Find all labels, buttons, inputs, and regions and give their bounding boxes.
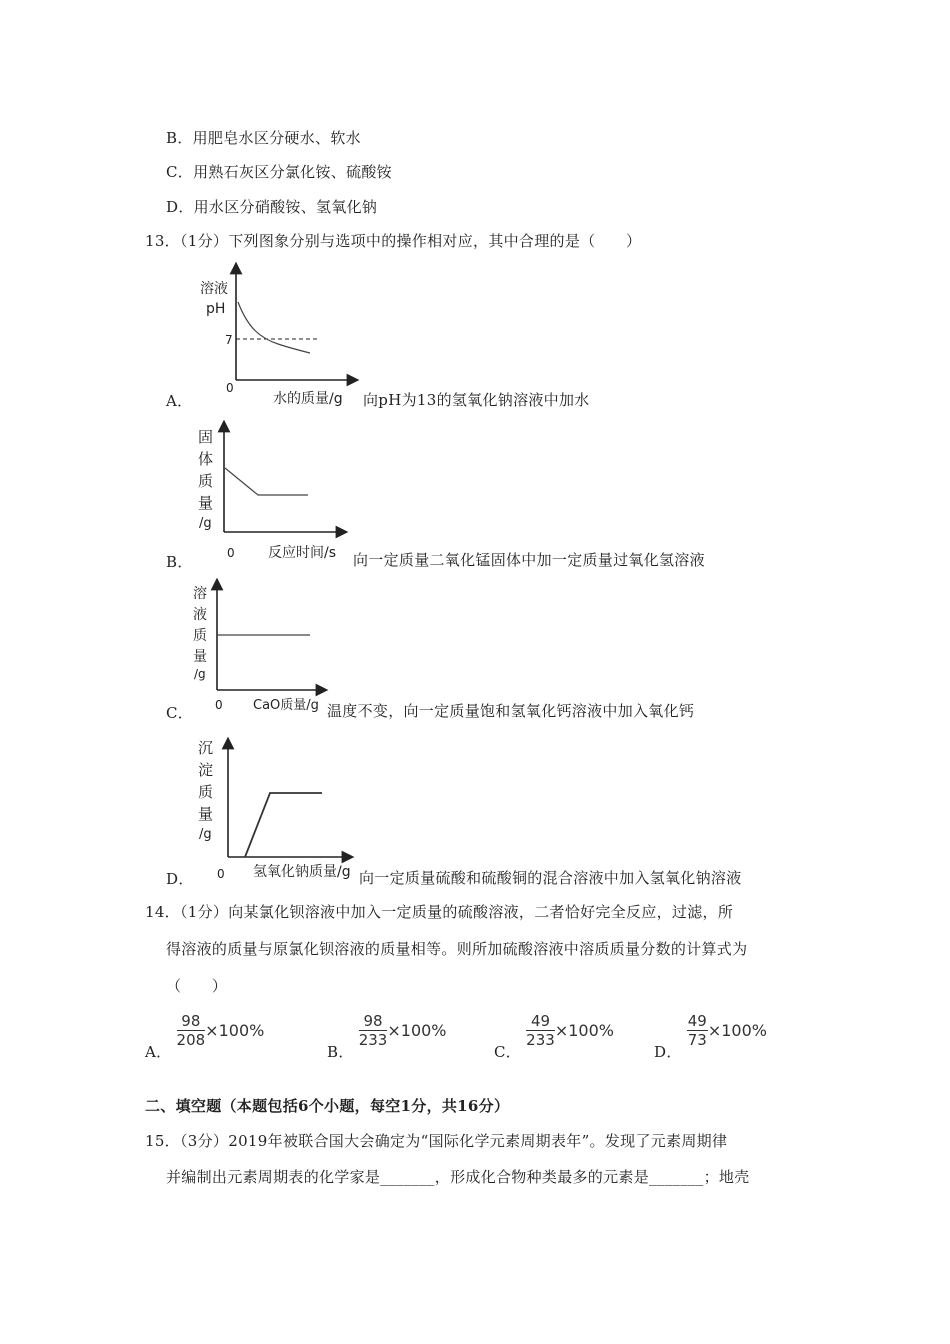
graph-d-line xyxy=(245,793,322,857)
q13-stem: 13．（1分）下列图象分别与选项中的操作相对应，其中合理的是（ ） xyxy=(145,232,642,250)
q14-option-d xyxy=(654,1012,767,1061)
section-2-title: 二、填空题（本题包括6个小题，每空1分，共16分） xyxy=(145,1097,510,1115)
graph-b-ylabel-1: 固 xyxy=(198,428,214,446)
q14-line-2: 得溶液的质量与原氯化钡溶液的质量相等。则所加硫酸溶液中溶质质量分数的计算式为 xyxy=(166,940,748,958)
graph-c-ylabel-1: 溶 xyxy=(193,586,207,602)
graph-a-origin: 0 xyxy=(226,381,234,395)
q13-option-c-caption: 温度不变，向一定质量饱和氢氧化钙溶液中加入氧化钙 xyxy=(327,702,695,720)
q14-option-c-fraction xyxy=(526,1012,555,1049)
graph-a-tick-7: 7 xyxy=(225,333,233,347)
graph-d-ylabel-1: 沉 xyxy=(198,739,214,757)
graph-c xyxy=(185,578,330,718)
graph-d-ylabel-3: 质 xyxy=(198,783,214,801)
graph-d-ylabel-5: /g xyxy=(199,827,212,842)
q14-option-b-suffix: ×100% xyxy=(387,1021,447,1040)
q14-option-c xyxy=(494,1012,614,1061)
q14-option-d-suffix: ×100% xyxy=(707,1021,767,1040)
graph-c-ylabel-3: 质 xyxy=(193,628,207,644)
graph-d-ylabel-2: 淀 xyxy=(198,761,214,779)
q14-option-a-numerator: 98 xyxy=(177,1012,206,1031)
graph-d-xlabel: 氢氧化钠质量/g xyxy=(253,864,351,880)
graph-a-ylabel-2: pH xyxy=(206,301,226,317)
q14-option-b xyxy=(327,1012,447,1061)
graph-c-ylabel-4: 量 xyxy=(193,649,207,665)
q13-option-b-caption: 向一定质量二氧化锰固体中加一定质量过氧化氢溶液 xyxy=(353,551,705,569)
graph-b-ylabel-3: 质 xyxy=(198,472,214,490)
q14-option-c-denominator: 233 xyxy=(526,1031,555,1049)
q13-option-d-letter: D． xyxy=(166,870,194,888)
q14-option-b-denominator: 233 xyxy=(358,1031,388,1049)
graph-b-origin: 0 xyxy=(227,546,235,560)
q15-line-2: 并编制出元素周期表的化学家是_______，形成化合物种类最多的元素是_______；地壳 xyxy=(166,1168,750,1186)
graph-b-xlabel: 反应时间/s xyxy=(268,545,337,561)
q12-option-c: C．用熟石灰区分氯化铵、硫酸铵 xyxy=(166,163,392,181)
graph-b-ylabel-5: /g xyxy=(199,516,212,531)
q14-option-c-suffix: ×100% xyxy=(554,1021,614,1040)
q14-option-b-letter: B． xyxy=(327,1043,354,1061)
graph-d-origin: 0 xyxy=(217,867,225,881)
q14-option-d-numerator: 49 xyxy=(687,1012,707,1030)
graph-d xyxy=(190,735,360,885)
q13-option-c-letter: C． xyxy=(166,704,194,722)
q13-option-d-caption: 向一定质量硫酸和硫酸铜的混合溶液中加入氢氧化钠溶液 xyxy=(359,869,742,887)
graph-a-curve xyxy=(238,302,310,353)
q12-option-b: B．用肥皂水区分硬水、软水 xyxy=(166,129,361,147)
q13-option-b-letter: B． xyxy=(166,553,193,571)
q14-option-b-fraction xyxy=(359,1012,388,1049)
graph-c-origin: 0 xyxy=(215,698,223,712)
q14-option-c-numerator: 49 xyxy=(526,1012,555,1031)
q13-option-a-caption: 向pH为13的氢氧化钠溶液中加水 xyxy=(363,391,590,409)
q14-option-a-letter: A． xyxy=(145,1043,172,1061)
graph-c-xlabel: CaO质量/g xyxy=(253,698,319,713)
q14-option-b-numerator: 98 xyxy=(359,1012,388,1031)
graph-b-ylabel-4: 量 xyxy=(198,494,214,512)
q14-line-1: 14．（1分）向某氯化钡溶液中加入一定质量的硫酸溶液，二者恰好完全反应，过滤，所 xyxy=(145,903,734,921)
q14-option-a-fraction xyxy=(177,1012,206,1049)
q12-option-d: D．用水区分硝酸铵、氢氧化钠 xyxy=(166,198,378,216)
q14-option-d-denominator: 73 xyxy=(687,1031,707,1049)
graph-a-ylabel-1: 溶液 xyxy=(200,281,228,297)
graph-b xyxy=(190,420,355,570)
graph-a-xlabel: 水的质量/g xyxy=(273,391,343,407)
graph-d-ylabel-4: 量 xyxy=(198,805,214,823)
q15-line-1: 15．（3分）2019年被联合国大会确定为“国际化学元素周期表年”。发现了元素周期律 xyxy=(145,1132,728,1150)
graph-c-ylabel-2: 液 xyxy=(193,607,207,623)
graph-b-ylabel-2: 体 xyxy=(198,450,214,468)
graph-b-line xyxy=(225,468,308,495)
q14-option-a-denominator: 208 xyxy=(176,1031,206,1049)
q13-option-a-letter: A． xyxy=(166,392,193,410)
graph-a xyxy=(190,258,365,410)
q14-option-a-suffix: ×100% xyxy=(205,1021,265,1040)
graph-c-ylabel-5: /g xyxy=(194,667,206,681)
q14-option-d-letter: D． xyxy=(654,1043,682,1061)
q14-line-3: （ ） xyxy=(166,977,228,995)
q14-option-d-fraction xyxy=(687,1012,708,1049)
q14-option-c-letter: C． xyxy=(494,1043,522,1061)
q14-option-a xyxy=(145,1012,265,1061)
